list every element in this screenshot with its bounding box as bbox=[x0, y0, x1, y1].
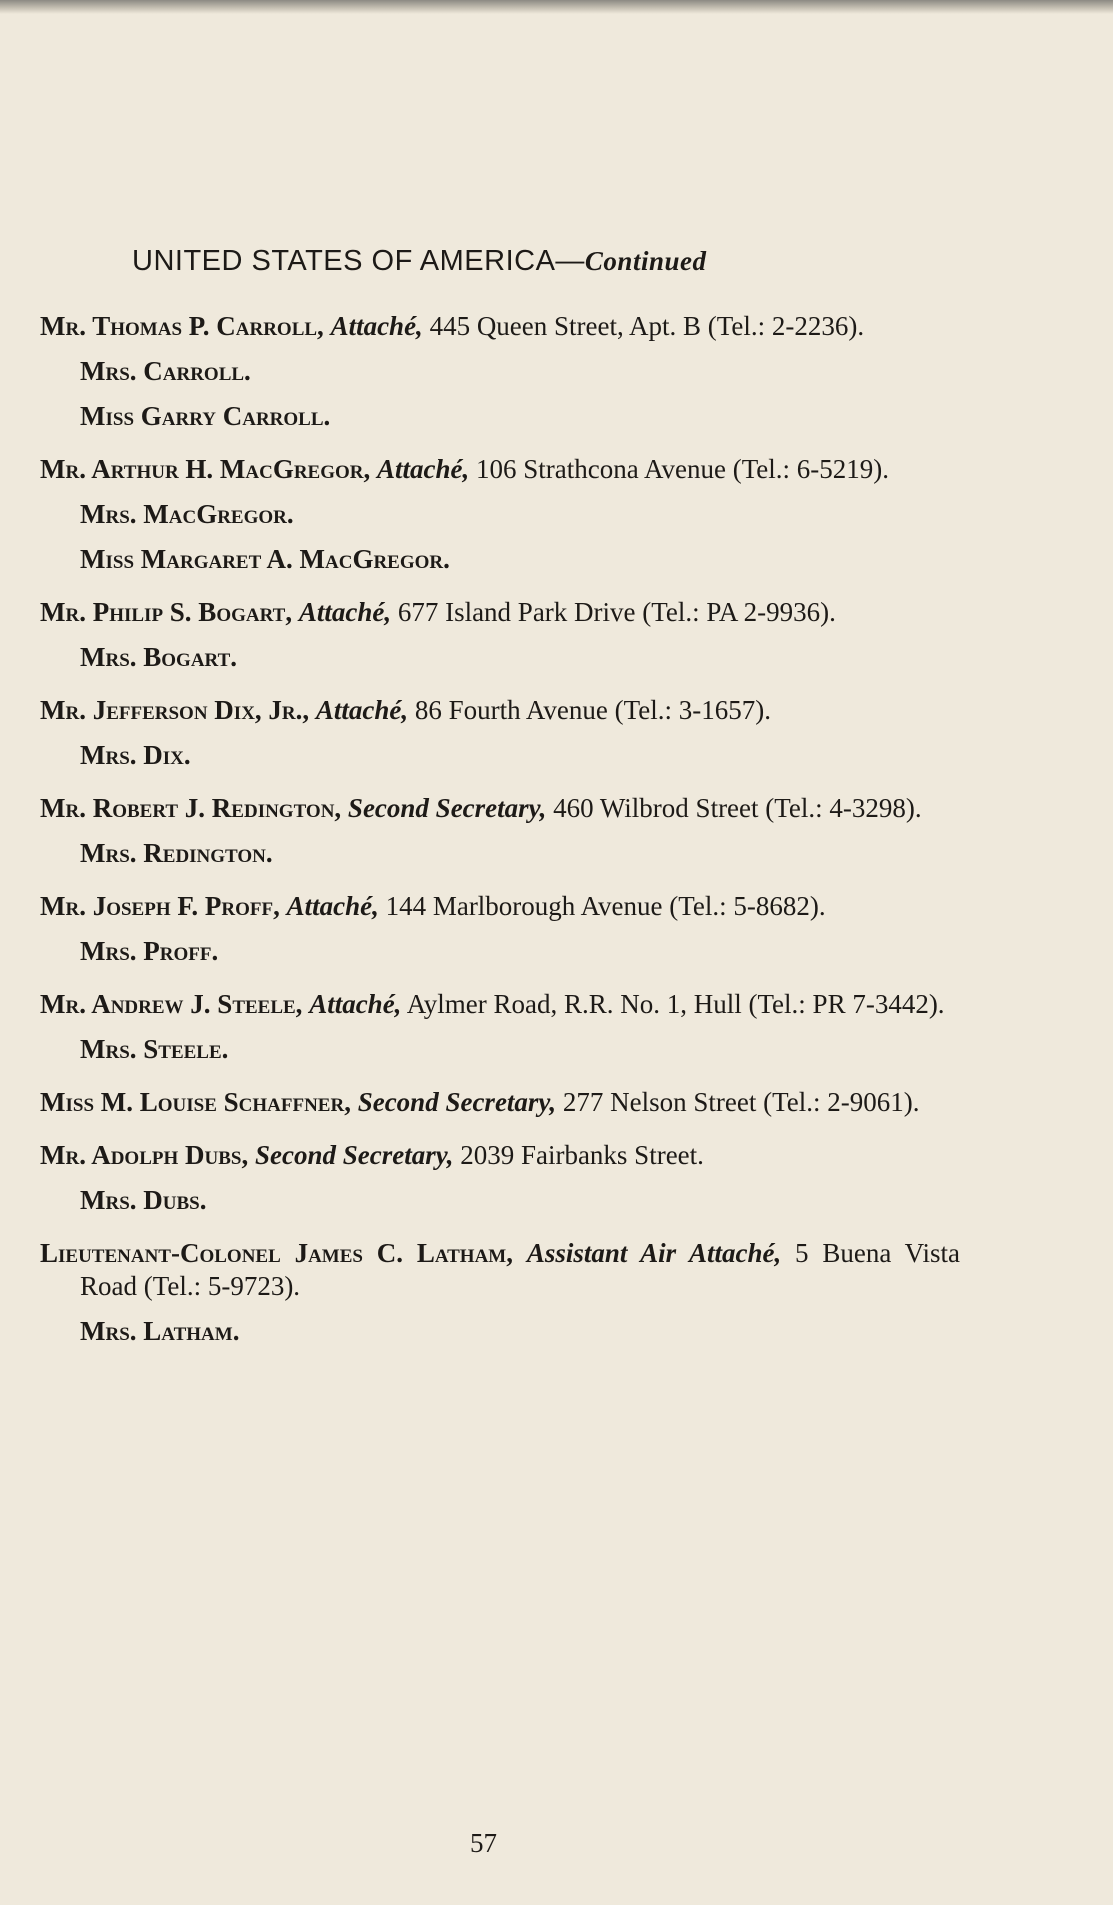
page-number: 57 bbox=[470, 1828, 497, 1858]
address-details: 277 Nelson Street (Tel.: 2-9061). bbox=[562, 1087, 920, 1117]
person-title: Attaché, bbox=[309, 989, 402, 1019]
entry-main-line bbox=[40, 1139, 960, 1172]
heading-continued: Continued bbox=[584, 246, 707, 276]
address-details: 144 Marlborough Avenue (Tel.: 5-8682). bbox=[385, 891, 826, 921]
directory-entry bbox=[40, 453, 960, 576]
directory-entry bbox=[40, 988, 960, 1066]
family-member: Mrs. Bogart. bbox=[80, 642, 238, 672]
person-title: Assistant Air Attaché, bbox=[526, 1238, 782, 1268]
entry-main-line bbox=[40, 596, 960, 629]
directory-entry bbox=[40, 1237, 960, 1348]
entry-main-line bbox=[40, 694, 960, 727]
directory-entry bbox=[40, 310, 960, 433]
entry-main-line bbox=[40, 453, 960, 486]
person-name: Lieutenant-Colonel James C. Latham, bbox=[40, 1238, 513, 1268]
family-member: Mrs. Dix. bbox=[80, 740, 191, 770]
address-details: 445 Queen Street, Apt. B (Tel.: 2-2236). bbox=[429, 311, 865, 341]
family-member: Miss Margaret A. MacGregor. bbox=[80, 544, 450, 574]
person-title: Second Secretary, bbox=[347, 793, 547, 823]
family-member: Mrs. Steele. bbox=[80, 1034, 229, 1064]
entry-list bbox=[40, 310, 960, 1348]
directory-entry bbox=[40, 596, 960, 674]
person-name: Mr. Arthur H. MacGregor, bbox=[40, 454, 371, 484]
address-details: 677 Island Park Drive (Tel.: PA 2-9936). bbox=[397, 597, 836, 627]
address-details: 2039 Fairbanks Street. bbox=[460, 1140, 704, 1170]
person-title: Attaché, bbox=[315, 695, 409, 725]
directory-entry bbox=[40, 1086, 960, 1119]
directory-entry bbox=[40, 792, 960, 870]
person-title: Second Secretary, bbox=[254, 1140, 454, 1170]
family-member: Mrs. MacGregor. bbox=[80, 499, 294, 529]
family-member: Mrs. Proff. bbox=[80, 936, 219, 966]
address-details: 106 Strathcona Avenue (Tel.: 6-5219). bbox=[476, 454, 890, 484]
page-heading bbox=[132, 245, 960, 278]
family-member: Miss Garry Carroll. bbox=[80, 401, 331, 431]
directory-entry bbox=[40, 890, 960, 968]
entry-main-line bbox=[40, 890, 960, 923]
person-name: Mr. Joseph F. Proff, bbox=[40, 891, 280, 921]
person-name: Miss M. Louise Schaffner, bbox=[40, 1087, 351, 1117]
person-name: Mr. Andrew J. Steele, bbox=[40, 989, 303, 1019]
entry-main-line bbox=[40, 988, 960, 1021]
directory-entry bbox=[40, 1139, 960, 1217]
address-details: 5 Buena Vista Road (Tel.: 5-9723). bbox=[80, 1238, 961, 1301]
family-member: Mrs. Dubs. bbox=[80, 1185, 207, 1215]
person-name: Mr. Robert J. Redington, bbox=[40, 793, 342, 823]
address-details: Aylmer Road, R.R. No. 1, Hull (Tel.: PR 7-3442). bbox=[406, 989, 945, 1019]
entry-main-line bbox=[40, 310, 960, 343]
entry-main-line bbox=[40, 1086, 960, 1119]
person-name: Mr. Adolph Dubs, bbox=[40, 1140, 249, 1170]
entry-main-line bbox=[40, 792, 960, 825]
directory-entry bbox=[40, 694, 960, 772]
person-title: Attaché, bbox=[286, 891, 379, 921]
family-member: Mrs. Latham. bbox=[80, 1316, 240, 1346]
family-member: Mrs. Redington. bbox=[80, 838, 273, 868]
person-name: Mr. Thomas P. Carroll, bbox=[40, 311, 324, 341]
person-title: Attaché, bbox=[298, 597, 392, 627]
heading-title: UNITED STATES OF AMERICA— bbox=[132, 245, 585, 277]
person-title: Second Secretary, bbox=[357, 1087, 557, 1117]
person-title: Attaché, bbox=[330, 311, 423, 341]
person-title: Attaché, bbox=[377, 454, 470, 484]
address-details: 86 Fourth Avenue (Tel.: 3-1657). bbox=[414, 695, 771, 725]
page-top-edge bbox=[0, 0, 1113, 14]
person-name: Mr. Jefferson Dix, Jr., bbox=[40, 695, 310, 725]
family-member: Mrs. Carroll. bbox=[80, 356, 251, 386]
entry-main-line bbox=[40, 1237, 960, 1303]
address-details: 460 Wilbrod Street (Tel.: 4-3298). bbox=[553, 793, 922, 823]
person-name: Mr. Philip S. Bogart, bbox=[40, 597, 293, 627]
directory-page bbox=[40, 245, 960, 1368]
